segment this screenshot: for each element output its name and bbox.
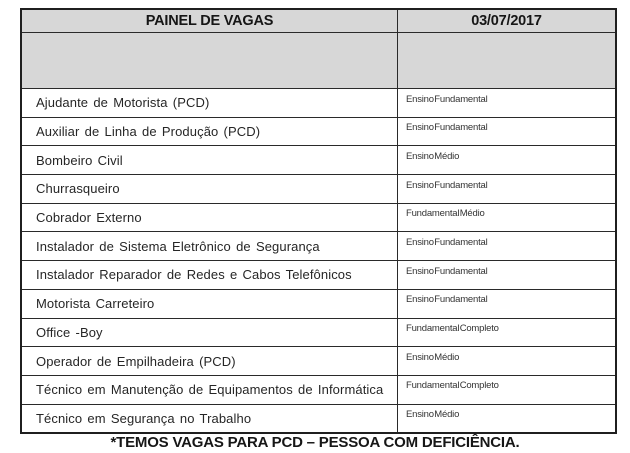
empty-cell-right	[398, 33, 615, 88]
education-level: Ensino Fundamental	[406, 265, 488, 277]
job-title: Motorista Carreteiro	[22, 290, 398, 318]
job-title: Office -Boy	[22, 319, 398, 347]
job-title: Churrasqueiro	[22, 175, 398, 203]
education-level: Fundamental Médio	[406, 208, 485, 220]
education-level: Ensino Fundamental	[406, 179, 488, 191]
empty-spacer-row	[22, 32, 615, 88]
table-row	[22, 289, 615, 318]
job-title: Bombeiro Civil	[22, 146, 398, 174]
education-level: Ensino Médio	[406, 351, 460, 363]
education-level: Ensino Médio	[406, 150, 460, 162]
education-level: Ensino Fundamental	[406, 294, 488, 306]
education-level: Ensino Fundamental	[406, 122, 488, 134]
table-row	[22, 404, 615, 433]
job-title: Instalador Reparador de Redes e Cabos Telefônicos	[22, 261, 398, 289]
education-level: Fundamental Completo	[406, 380, 499, 392]
job-title: Técnico em Segurança no Trabalho	[22, 405, 398, 433]
job-title: Instalador de Sistema Eletrônico de Segurança	[22, 232, 398, 260]
table-row	[22, 117, 615, 146]
education-level: Fundamental Completo	[406, 323, 499, 334]
table-row	[22, 203, 615, 232]
footer-note: *TEMOS VAGAS PARA PCD – PESSOA COM DEFICIÊNCIA.	[110, 434, 520, 451]
table-header-row	[22, 10, 615, 32]
table-row	[22, 88, 615, 117]
table-row	[22, 346, 615, 375]
education-level: Ensino Médio	[406, 409, 460, 421]
job-title: Técnico em Manutenção de Equipamentos de Informática	[22, 376, 398, 404]
job-title: Operador de Empilhadeira (PCD)	[22, 347, 398, 375]
table-row	[22, 174, 615, 203]
education-level: Ensino Fundamental	[406, 236, 488, 248]
table-row	[22, 375, 615, 404]
education-level: Ensino Fundamental	[406, 93, 488, 105]
table-row	[22, 231, 615, 260]
table-row	[22, 260, 615, 289]
job-title: Cobrador Externo	[22, 204, 398, 232]
header-date-cell: 03/07/2017	[471, 13, 542, 29]
job-title: Auxiliar de Linha de Produção (PCD)	[22, 118, 398, 146]
table-row	[22, 145, 615, 174]
vacancies-table	[20, 8, 617, 434]
empty-cell-left	[22, 33, 398, 88]
table-row	[22, 318, 615, 347]
header-title-cell: PAINEL DE VAGAS	[22, 10, 398, 32]
job-title: Ajudante de Motorista (PCD)	[22, 89, 398, 117]
